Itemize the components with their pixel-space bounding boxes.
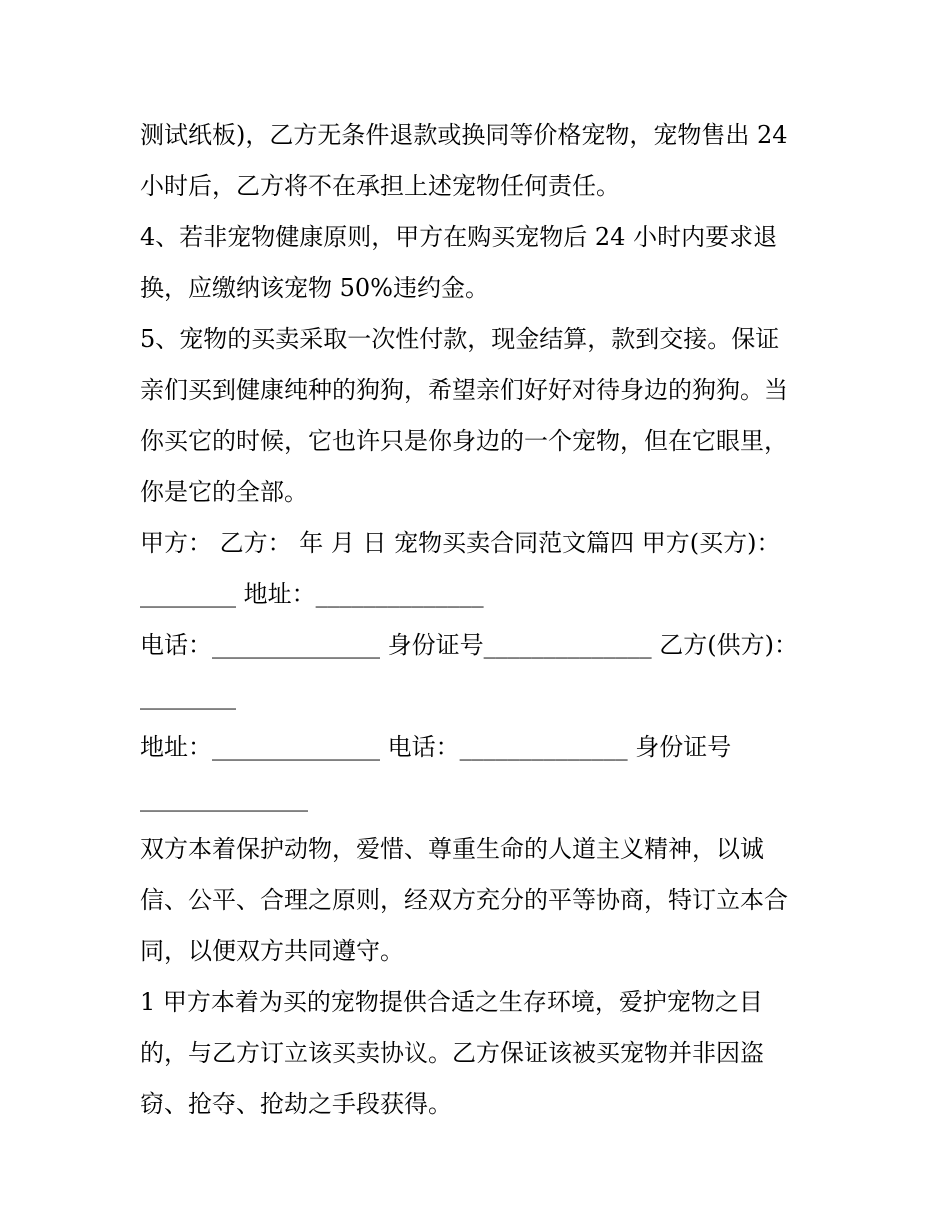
text-line: 你是它的全部。: [140, 478, 308, 506]
text-line: 同，以便双方共同遵守。: [140, 937, 404, 965]
text-line: ________ 地址：______________: [140, 580, 484, 608]
paragraph-clause-5: [140, 314, 820, 518]
text-line: 换，应缴纳该宠物 50%违约金。: [140, 274, 489, 302]
text-line: 4、若非宠物健康原则，甲方在购买宠物后 24 小时内要求退: [140, 223, 778, 251]
paragraph-agreement-preamble: [140, 824, 820, 977]
text-line: ______________: [140, 784, 308, 812]
text-line: 亲们买到健康纯种的狗狗，希望亲们好好对待身边的狗狗。当: [140, 376, 788, 404]
paragraph-seller-contact: [140, 722, 820, 824]
paragraph-clause-1: [140, 977, 820, 1130]
text-line: 地址：______________ 电话：______________ 身份证号: [140, 733, 732, 761]
document-body: [140, 110, 820, 1130]
text-line: ________: [140, 682, 236, 710]
text-line: 1 甲方本着为买的宠物提供合适之生存环境，爱护宠物之目: [140, 988, 763, 1016]
paragraph-buyer-contact: [140, 620, 820, 722]
paragraph-clause-4: [140, 212, 820, 314]
paragraph-signature-heading: [140, 518, 820, 620]
text-line: 双方本着保护动物，爱惜、尊重生命的人道主义精神，以诚: [140, 835, 764, 863]
paragraph-refund-terms: [140, 110, 820, 212]
text-line: 的，与乙方订立该买卖协议。乙方保证该被买宠物并非因盗: [140, 1039, 764, 1067]
text-line: 甲方： 乙方： 年 月 日 宠物买卖合同范文篇四 甲方(买方)：: [140, 529, 781, 557]
text-line: 你买它的时候，它也许只是你身边的一个宠物，但在它眼里，: [140, 427, 788, 455]
text-line: 信、公平、合理之原则，经双方充分的平等协商，特订立本合: [140, 886, 788, 914]
text-line: 电话：______________ 身份证号______________ 乙方(供方)：: [140, 631, 798, 659]
text-line: 5、宠物的买卖采取一次性付款，现金结算，款到交接。保证: [140, 325, 780, 353]
text-line: 小时后，乙方将不在承担上述宠物任何责任。: [140, 172, 620, 200]
text-line: 窃、抢夺、抢劫之手段获得。: [140, 1090, 452, 1118]
text-line: 测试纸板)，乙方无条件退款或换同等价格宠物，宠物售出 24: [140, 121, 788, 149]
